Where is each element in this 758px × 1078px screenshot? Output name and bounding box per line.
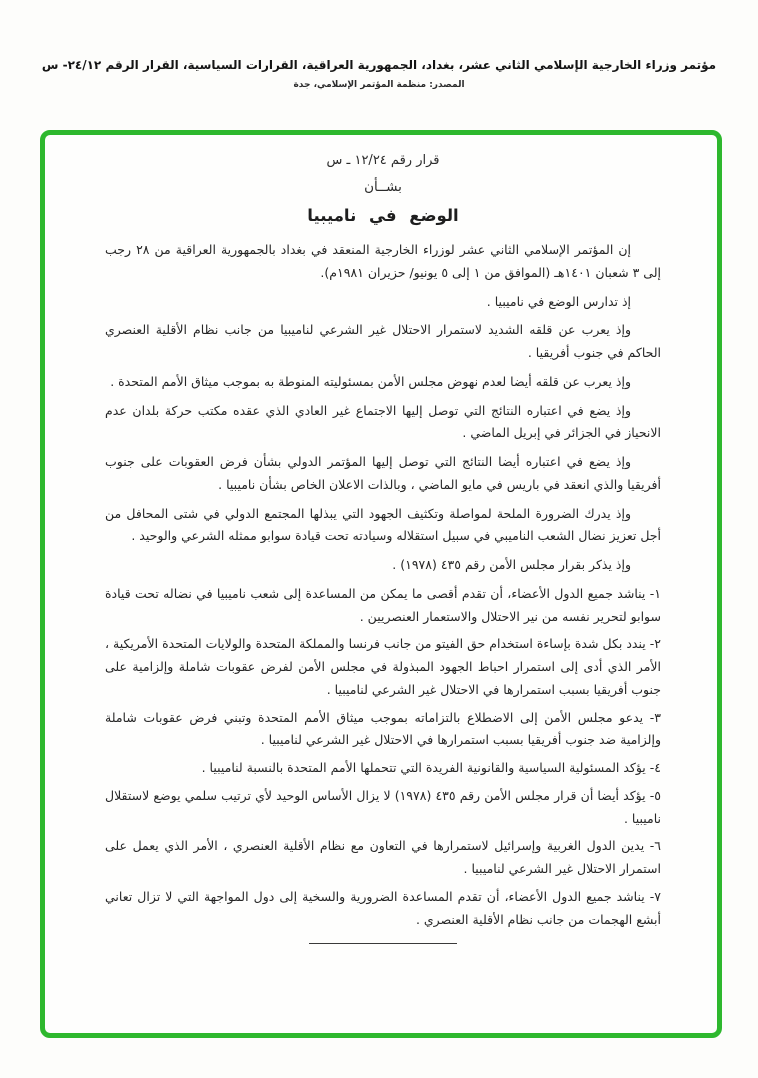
preamble-paragraph: إذ تدارس الوضع في ناميبيا . [486,293,631,309]
resolution-item [105,835,661,881]
document-header: مؤتمر وزراء الخارجية الإسلامي الثاني عشر، بغداد، الجمهورية العراقية، القرارات السياسية، القرار الرقم ٢٤/١٢- س [41,58,717,72]
item-number: ٤- [649,760,661,776]
item-number: ٦- [649,838,661,854]
preamble-paragraph: وإذ يضع في اعتباره أيضا النتائج التي توصل إليها المؤتمر الدولي بشأن فرض العقوبات على جنوب أفريقيا والذي انعقد في باريس في مايو الماضي ، وبالذات الاعلان الخاص بشأن ناميبيا . [105,454,661,492]
resolution-item [105,757,661,780]
resolution-ref-line: قرار رقم ١٢/٢٤ ـ س [326,153,440,168]
end-divider [309,943,457,944]
subject-label: بشــأن [364,178,402,195]
preamble-paragraph: وإذ يذكر بقرار مجلس الأمن رقم ٤٣٥ (١٩٧٨) . [392,557,631,573]
resolution-title: الوضع في ناميبيا [307,206,459,226]
item-number: ٣- [649,709,661,725]
resolution-item [105,886,661,932]
source-line: المصدر: منظمة المؤتمر الإسلامي، جدة [293,80,465,90]
item-number: ١- [649,585,661,601]
resolution-item [105,707,661,753]
resolution-item [105,633,661,701]
preamble-paragraph: وإذ يعرب عن قلقه الشديد لاستمرار الاحتلال غير الشرعي لناميبيا من جانب نظام الأقلية العنصري الحاكم في جنوب أفريقيا . [105,322,661,361]
resolution-items [105,583,661,932]
resolution-item [105,583,661,629]
resolution-body [105,149,661,944]
document-frame [40,130,722,1038]
item-text: يؤكد المسئولية السياسية والقانونية الفريدة التي تتحملها الأمم المتحدة بالنسبة لناميبيا . [201,760,646,776]
item-text: يؤكد أيضا أن قرار مجلس الأمن رقم ٤٣٥ (١٩٧٨) لا يزال الأساس الوحيد لأي ترتيب سلمي يوضع لاستقلال ناميبيا . [105,787,661,826]
item-number: ٧- [649,888,661,904]
item-text: يناشد جميع الدول الأعضاء، أن تقدم المساعدة الضرورية والسخية إلى دول المواجهة التي لا تزال تعاني أبشع الهجمات من جانب نظام الأقلية العنصري . [105,888,661,927]
item-text: يناشد جميع الدول الأعضاء، أن تقدم أقصى ما يمكن من المساعدة إلى شعب ناميبيا في نضاله تحت قيادة سوابو لتحرير نفسه من نير الاحتلال والاستعمار العنصريين . [105,585,661,624]
item-number: ٢- [649,636,661,652]
item-text: يندد بكل شدة بإساءة استخدام حق الفيتو من جانب فرنسا والمملكة المتحدة والولايات المتحدة الأمريكية ، الأمر الذي أدى إلى استمرار احباط الجهود المبذولة في مجلس الأمن لفرض عقوبات شاملة وإلزامية على جنوب أفريقيا بسبب استمرارها في الاحتلال غير الشرعي لناميبيا . [105,636,661,697]
item-text: يدعو مجلس الأمن إلى الاضطلاع بالتزاماته بموجب ميثاق الأمم المتحدة وتبني فرض عقوبات شاملة وإلزامية ضد جنوب أفريقيا بسبب استمرارها في الاحتلال غير الشرعي لناميبيا . [105,709,661,748]
preamble-paragraph: وإذ يضع في اعتباره النتائج التي توصل إليها الاجتماع غير العادي الذي عقده مكتب حركة بلدان عدم الانحياز في الجزائر في إبريل الماضي . [105,402,661,441]
item-text: يدين الدول الغربية وإسرائيل لاستمرارها في التعاون مع نظام الأقلية العنصري ، الأمر الذي يعمل على استمرار الاحتلال غير الشرعي لناميبيا . [105,838,661,877]
item-number: ٥- [649,787,661,803]
resolution-item [105,785,661,831]
preamble-paragraph: وإذ يعرب عن قلقه أيضا لعدم نهوض مجلس الأمن بمسئوليته المنوطة به بموجب ميثاق الأمم المتحدة . [110,373,631,389]
preamble-paragraph: وإذ يدرك الضرورة الملحة لمواصلة وتكثيف الجهود التي يبذلها المجتمع الدولي في شتى المحافل من أجل تعزيز نضال الشعب الناميبي في سبيل استقلاله وسيادته تحت قيادة سوابو ممثله الشرعي والوحيد . [105,505,661,544]
preamble-paragraph: إن المؤتمر الإسلامي الثاني عشر لوزراء الخارجية المنعقد في بغداد بالجمهورية العراقية من ٢٨ رجب إلى ٣ شعبان ١٤٠١هـ (الموافق من ١ إلى ٥ يونيو/ حزيران ١٩٨١م). [105,242,661,280]
